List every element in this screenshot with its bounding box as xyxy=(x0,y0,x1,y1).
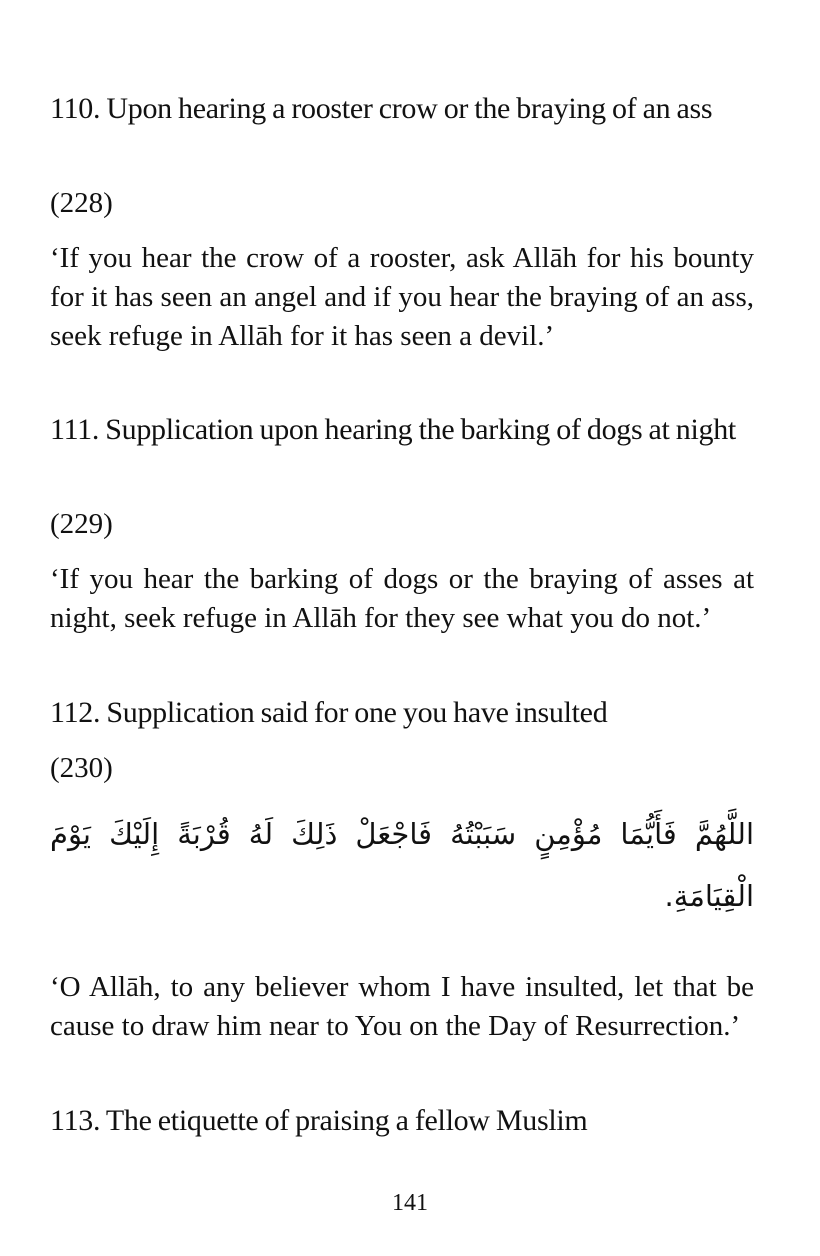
hadith-text-229: ‘If you hear the barking of dogs or the braying of asses at night, seek refuge in Allāh for they see what you do not.’ xyxy=(50,563,754,634)
section-heading-112: 112. Supplication said for one you have insulted xyxy=(50,696,608,729)
section-heading-113: 113. The etiquette of praising a fellow Muslim xyxy=(50,1104,588,1137)
hadith-text-228: ‘If you hear the crow of a rooster, ask Allāh for his bounty for it has seen an angel and if you hear the braying of an ass, seek refuge in Allāh for it has seen a devil.’ xyxy=(50,242,754,352)
hadith-reference-229: (229) xyxy=(50,508,113,540)
arabic-supplication-text: اللَّهُمَّ فَأَيُّمَا مُؤْمِنٍ سَبَبْتُهُ فَاجْعَلْ ذَلِكَ لَهُ قُرْبَةً إِلَيْكَ يَوْمَ الْقِيَامَةِ. xyxy=(50,817,754,913)
hadith-text-230: ‘O Allāh, to any believer whom I have insulted, let that be cause to draw him near to You on the Day of Resurrection.’ xyxy=(50,971,754,1042)
page-number: 141 xyxy=(392,1190,428,1216)
section-heading-110: 110. Upon hearing a rooster crow or the braying of an ass xyxy=(50,92,713,125)
hadith-reference-228: (228) xyxy=(50,187,113,219)
hadith-reference-230: (230) xyxy=(50,752,113,784)
section-heading-111: 111. Supplication upon hearing the barking of dogs at night xyxy=(50,413,736,446)
